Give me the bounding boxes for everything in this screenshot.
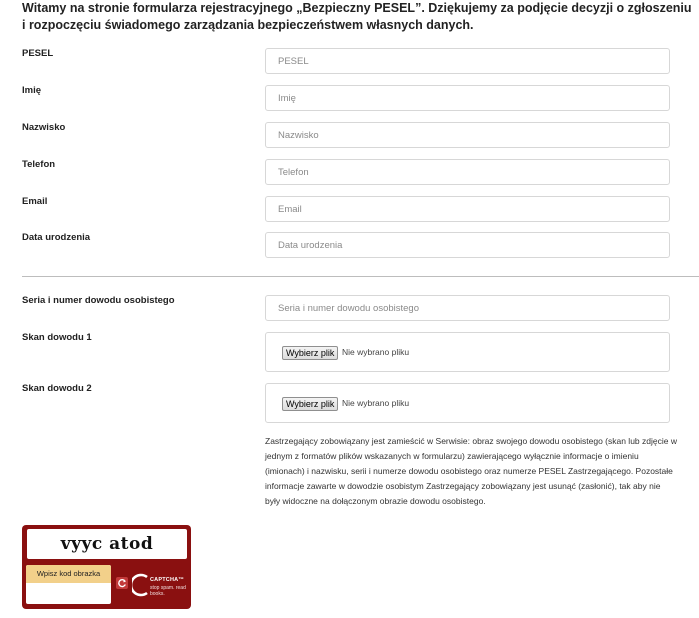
field-row-pesel — [22, 48, 674, 76]
scan-1-label: Skan dowodu 1 — [22, 332, 92, 343]
scan-2-label: Skan dowodu 2 — [22, 383, 92, 394]
captcha-widget — [22, 525, 191, 609]
first-name-label: Imię — [22, 85, 42, 96]
scan-1-file-status: Nie wybrano pliku — [342, 347, 410, 357]
scan-2-choose-file-button[interactable]: Wybierz plik — [282, 397, 338, 411]
field-row-id-number — [22, 295, 674, 323]
scan-2-file-status: Nie wybrano pliku — [342, 398, 410, 408]
page-intro: Witamy na stronie formularza rejestracyjnego „Bezpieczny PESEL”. Dziękujemy za podjęcie decyzji o zgłoszeniu i rozpoczęciu świadomego zarządzania bezpieczeństwem własnych danych. — [22, 1, 692, 32]
field-row-scan-2 — [22, 383, 674, 425]
scan-2-file-input — [265, 383, 670, 423]
phone-input[interactable] — [265, 159, 670, 185]
field-row-birth-date — [22, 232, 674, 260]
captcha-brand — [132, 571, 188, 601]
last-name-input[interactable] — [265, 122, 670, 148]
captcha-prompt: Wpisz kod obrazka — [26, 565, 111, 583]
captcha-entry-box — [26, 565, 111, 604]
id-number-label: Seria i numer dowodu osobistego — [22, 295, 175, 306]
pesel-label: PESEL — [22, 48, 54, 59]
phone-label: Telefon — [22, 159, 56, 170]
first-name-input[interactable] — [265, 85, 670, 111]
captcha-logo-icon — [132, 571, 150, 599]
id-scan-notice: Zastrzegający zobowiązany jest zamieścić w Serwisie: obraz swojego dowodu osobistego (skan lub zdjęcie w jednym z formatów plików wskazanych w formularzu) zawierającego wyłącznie informacje o imieniu (imionach) i nazwisku, serii i numerze dowodu osobistego oraz numerze PESEL Zastrzegającego. Pozostałe informacje zawarte w dowodzie osobistym Zastrzegający zobowiązany jest usunąć (zasłonić), tak aby nie były widoczne na dołączonym obrazie dowodu osobistego. — [265, 436, 677, 506]
captcha-brand-name: CAPTCHA™ — [150, 577, 184, 583]
captcha-challenge-image: vyyc atod — [27, 529, 187, 559]
field-row-phone — [22, 159, 674, 187]
field-row-scan-1 — [22, 332, 674, 374]
refresh-icon[interactable] — [116, 577, 128, 589]
scan-1-file-input — [265, 332, 670, 372]
field-row-last-name — [22, 122, 674, 150]
scan-1-choose-file-button[interactable]: Wybierz plik — [282, 346, 338, 360]
email-input[interactable] — [265, 196, 670, 222]
field-row-first-name — [22, 85, 674, 113]
last-name-label: Nazwisko — [22, 122, 66, 133]
email-label: Email — [22, 196, 48, 207]
pesel-input[interactable] — [265, 48, 670, 74]
field-row-email — [22, 196, 674, 224]
captcha-answer-input[interactable] — [28, 585, 107, 601]
birth-date-label: Data urodzenia — [22, 232, 91, 243]
birth-date-input[interactable] — [265, 232, 670, 258]
id-number-input[interactable] — [265, 295, 670, 321]
captcha-brand-tagline: stop spam. read books. — [150, 585, 186, 597]
section-divider — [22, 276, 699, 277]
